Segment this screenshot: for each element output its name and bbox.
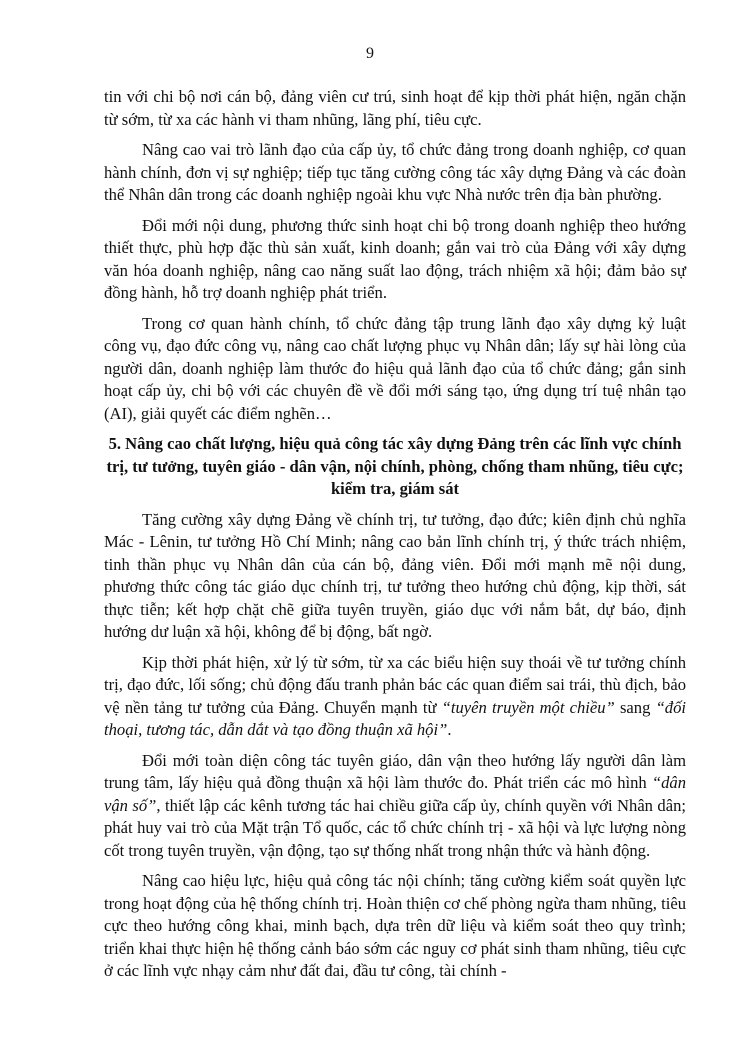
paragraph-2: Nâng cao vai trò lãnh đạo của cấp ủy, tổ chức đảng trong doanh nghiệp, cơ quan hành chính, đơn vị sự nghiệp; tiếp tục tăng cường công tác xây dựng Đảng và các đoàn thể Nhân dân trong các doanh nghiệp ngoài khu vực Nhà nước trên địa bàn phường. [104,140,686,204]
paragraph-7-quote-a: “dân vận số” [104,773,686,815]
paragraph-4: Trong cơ quan hành chính, tổ chức đảng tập trung lãnh đạo xây dựng kỷ luật công vụ, đạo đức công vụ, nâng cao chất lượng phục vụ Nhân dân; lấy sự hài lòng của người dân, doanh nghiệp làm thước đo hiệu quả lãnh đạo của tổ chức đảng; gắn sinh hoạt cấp ủy, chi bộ với các chuyên đề về đổi mới sáng tạo, ứng dụng trí tuệ nhân tạo (AI), giải quyết các điểm nghẽn… [104,313,686,423]
document-body [104,86,686,991]
paragraph-6-text-c: . [447,720,452,739]
section-heading-5: 5. Nâng cao chất lượng, hiệu quả công tác xây dựng Đảng trên các lĩnh vực chính trị, tư tưởng, tuyên giáo - dân vận, nội chính, phòng, chống tham nhũng, tiêu cực; kiểm tra, giám sát [106,434,684,498]
paragraph-6 [104,652,686,742]
page-number: 9 [366,45,374,62]
paragraph-6-quote-a: “tuyên truyền một chiều” [441,697,615,717]
paragraph-6-text-a: Kịp thời phát hiện, xử lý từ sớm, từ xa các biểu hiện suy thoái về tư tưởng chính trị, đạo đức, lối sống; chủ động đấu tranh phản bác các quan điểm sai trái, thù địch, bảo vệ nền tảng tư tưởng của Đảng. Chuyển mạnh từ [104,652,686,717]
paragraph-1: tin với chi bộ nơi cán bộ, đảng viên cư trú, sinh hoạt để kịp thời phát hiện, ngăn chặn từ sớm, từ xa các hành vi tham nhũng, lãng phí, tiêu cực. [104,87,686,129]
paragraph-7-text-a: Đổi mới toàn diện công tác tuyên giáo, dân vận theo hướng lấy người dân làm trung tâm, lấy hiệu quả đồng thuận xã hội làm thước đo. Phát triển các mô hình [104,750,686,792]
paragraph-7-text-b: , thiết lập các kênh tương tác hai chiều giữa cấp ủy, chính quyền với Nhân dân; phát huy vai trò của Mặt trận Tổ quốc, các tổ chức chính trị - xã hội và lực lượng nòng cốt trong tuyên truyền, vận động, tạo sự thống nhất trong nhận thức và hành động. [104,795,687,860]
paragraph-6-quote-b: “đối thoại, tương tác, dẫn dắt và tạo đồng thuận xã hội” [104,697,686,739]
paragraph-6-text-b: sang [614,697,656,717]
paragraph-7 [104,750,686,863]
paragraph-8: Nâng cao hiệu lực, hiệu quả công tác nội chính; tăng cường kiểm soát quyền lực trong hoạt động của hệ thống chính trị. Hoàn thiện cơ chế phòng ngừa tham nhũng, tiêu cực theo hướng công khai, minh bạch, dựa trên dữ liệu và kiểm soát theo quy trình; triển khai thực hiện hệ thống cảnh báo sớm các nguy cơ phát sinh tham nhũng, tiêu cực ở các lĩnh vực nhạy cảm như đất đai, đầu tư công, tài chính - [104,871,686,980]
paragraph-5: Tăng cường xây dựng Đảng về chính trị, tư tưởng, đạo đức; kiên định chủ nghĩa Mác - Lênin, tư tưởng Hồ Chí Minh; nâng cao bản lĩnh chính trị, ý thức trách nhiệm, tinh thần phục vụ Nhân dân của cán bộ, đảng viên. Đổi mới mạnh mẽ nội dung, phương thức công tác giáo dục chính trị, tư tưởng theo hướng chủ động, kịp thời, sát thực tiễn; kết hợp chặt chẽ giữa tuyên truyền, giáo dục với nắm bắt, dự báo, định hướng dư luận xã hội, không để bị động, bất ngờ. [104,509,686,641]
paragraph-3: Đổi mới nội dung, phương thức sinh hoạt chi bộ trong doanh nghiệp theo hướng thiết thực, phù hợp đặc thù sản xuất, kinh doanh; gắn vai trò của Đảng với xây dựng văn hóa doanh nghiệp, nâng cao năng suất lao động, trách nhiệm xã hội; đảm bảo sự đồng hành, hỗ trợ doanh nghiệp phát triển. [104,215,686,302]
